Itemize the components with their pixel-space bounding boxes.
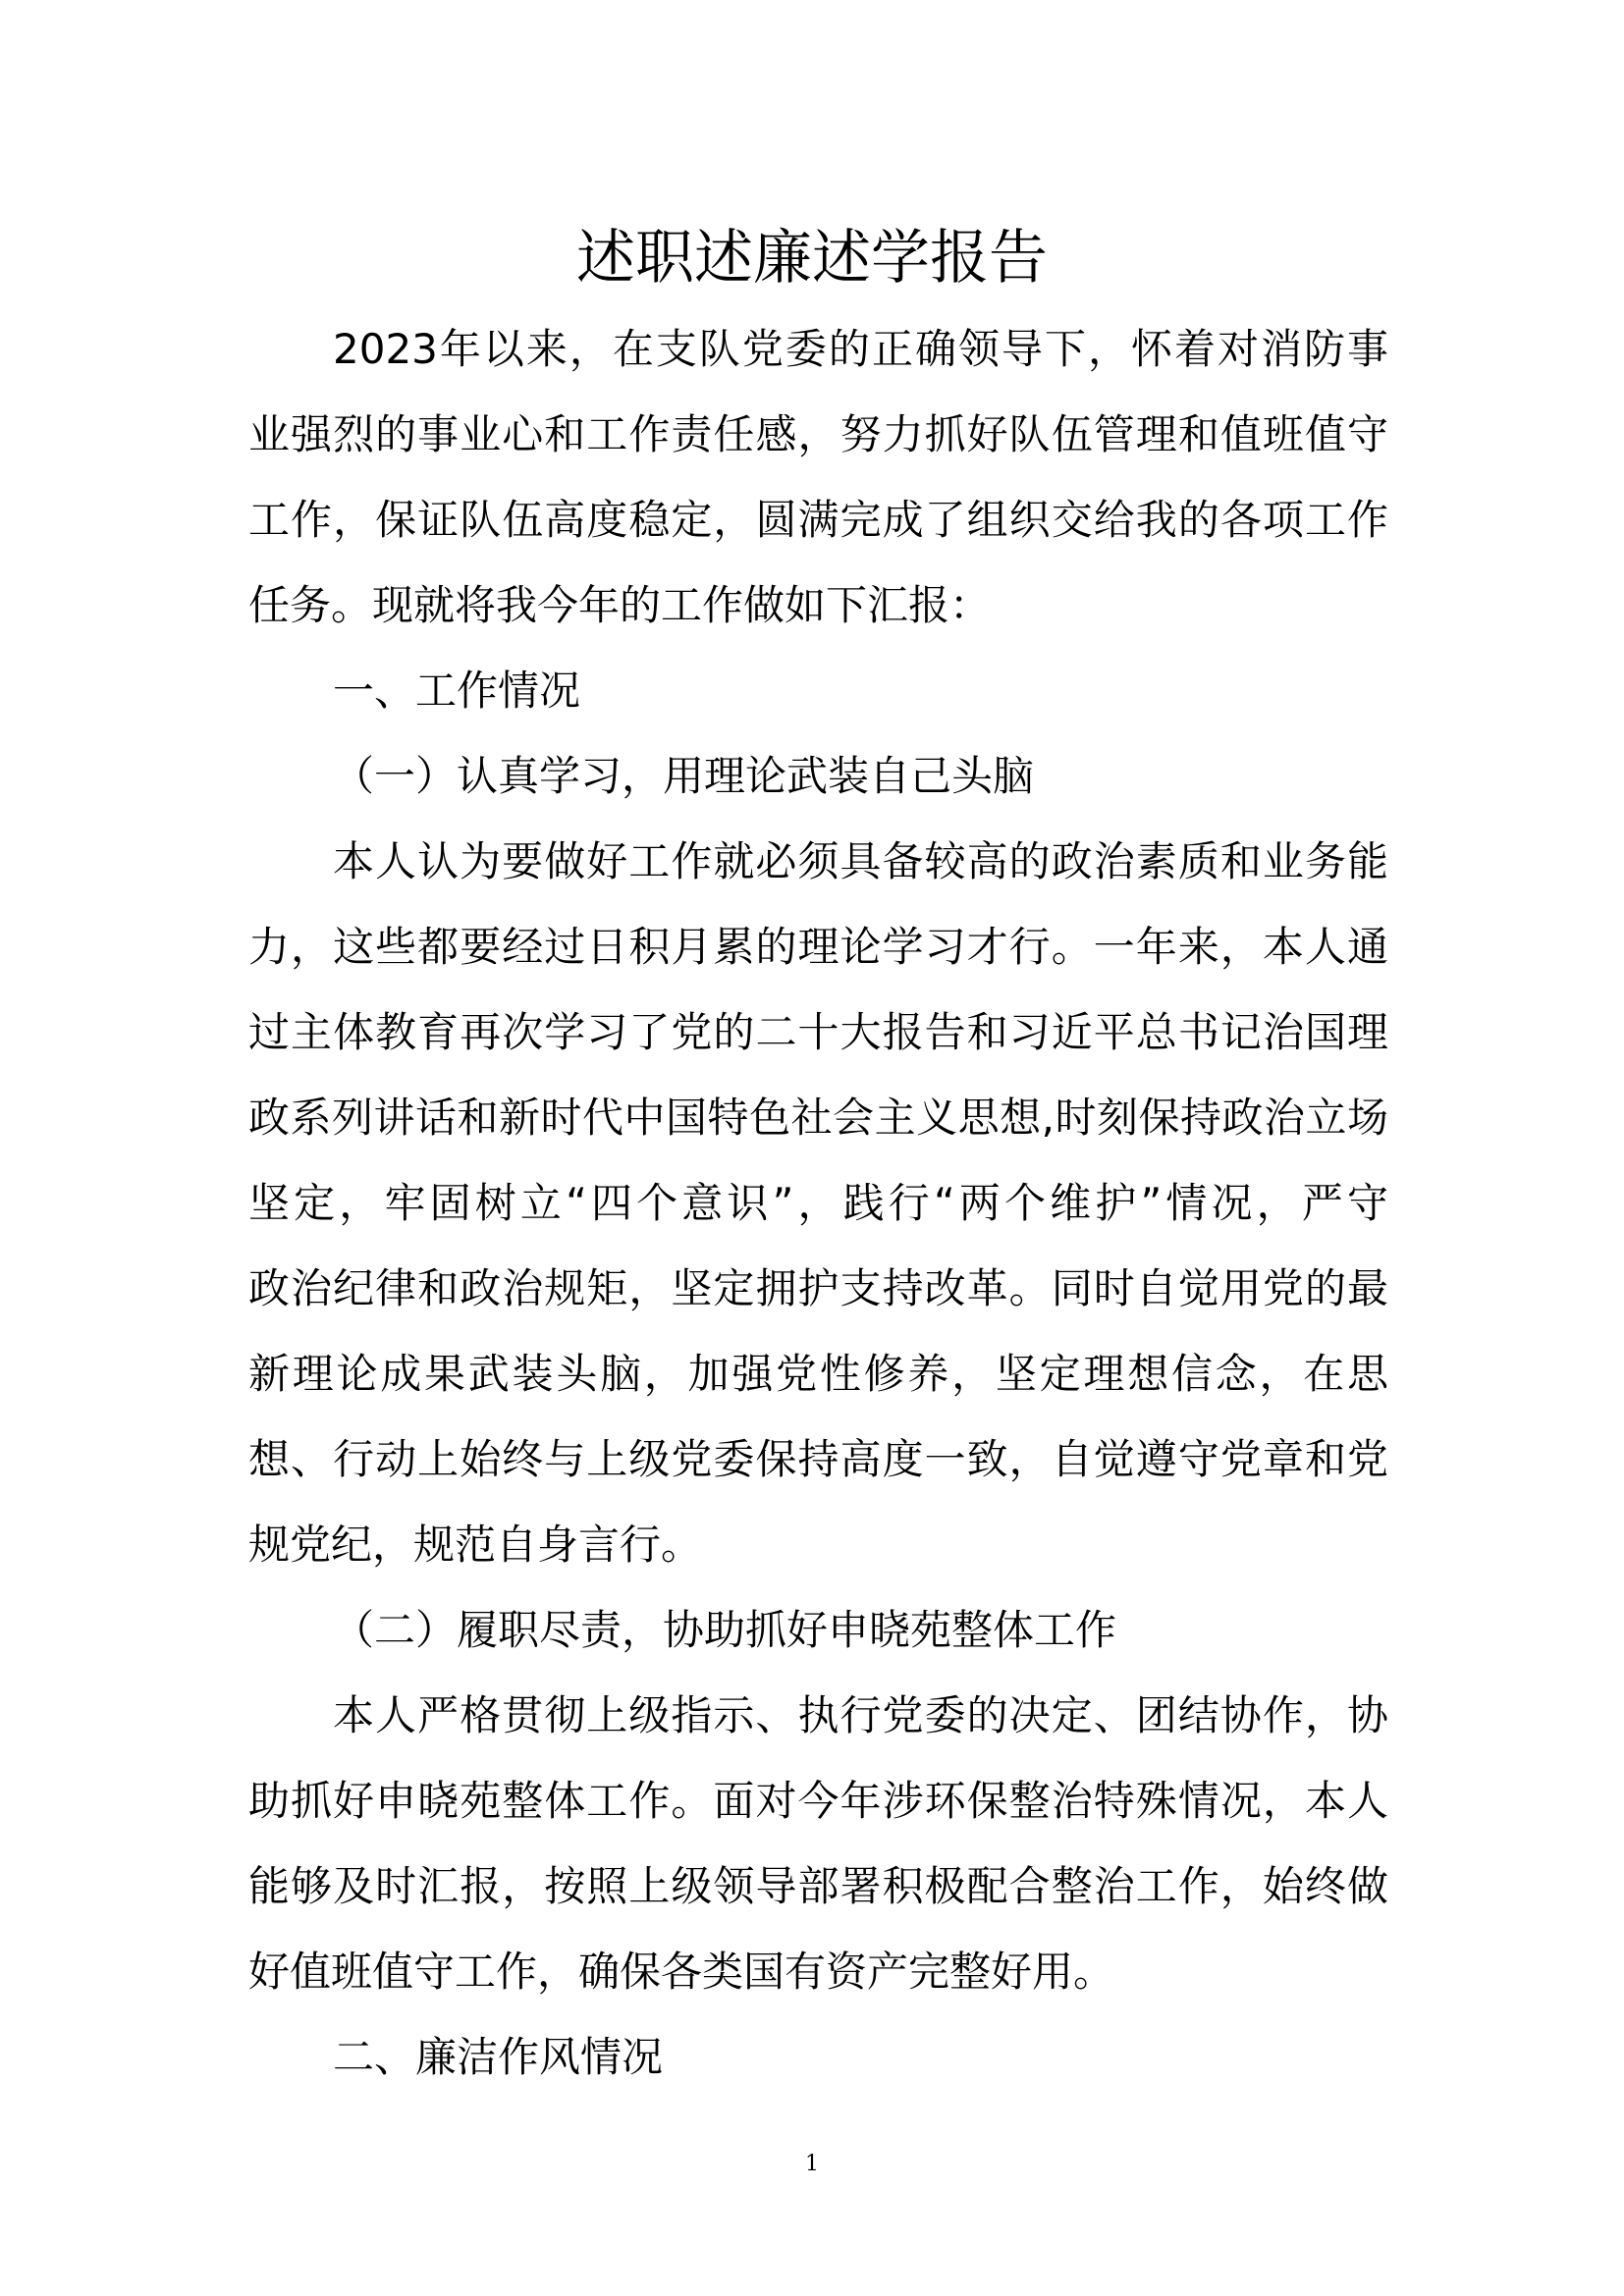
paragraph-line: 力，这些都要经过日积月累的理论学习才行。一年来，本人通	[248, 923, 1388, 971]
paragraph-line: 能够及时汇报，按照上级领导部署积极配合整治工作，始终做	[248, 1862, 1388, 1910]
paragraph-line: 助抓好申晓苑整体工作。面对今年涉环保整治特殊情况，本人	[248, 1777, 1388, 1825]
paragraph-line: 好值班值守工作，确保各类国有资产完整好用。	[248, 1948, 1115, 1996]
paragraph-line: 想、行动上始终与上级党委保持高度一致，自觉遵守党章和党	[248, 1435, 1388, 1483]
paragraph-line: 过主体教育再次学习了党的二十大报告和习近平总书记治国理	[248, 1008, 1388, 1056]
section-heading: 二、廉洁作风情况	[333, 2033, 664, 2081]
paragraph-line: 2023年以来，在支队党委的正确领导下，怀着对消防事	[333, 325, 1388, 373]
paragraph-line: 坚定，牢固树立“四个意识”，践行“两个维护”情况，严守	[248, 1179, 1388, 1227]
paragraph-line: 工作，保证队伍高度稳定，圆满完成了组织交给我的各项工作	[248, 496, 1388, 544]
document-title: 述职述廉述学报告	[576, 224, 1048, 293]
section-heading: 一、工作情况	[333, 667, 581, 715]
paragraph-line: 规党纪，规范自身言行。	[248, 1521, 703, 1569]
subsection-heading: （二）履职尽责，协助抓好申晓苑整体工作	[333, 1606, 1117, 1654]
paragraph-line: 政治纪律和政治规矩，坚定拥护支持改革。同时自觉用党的最	[248, 1264, 1388, 1312]
paragraph-line: 本人严格贯彻上级指示、执行党委的决定、团结协作，协	[333, 1691, 1388, 1739]
paragraph-line: 新理论成果武装头脑，加强党性修养，坚定理想信念，在思	[248, 1350, 1388, 1398]
subsection-heading: （一）认真学习，用理论武装自己头脑	[333, 752, 1035, 800]
paragraph-line: 本人认为要做好工作就必须具备较高的政治素质和业务能	[333, 837, 1388, 885]
paragraph-line: 政系列讲话和新时代中国特色社会主义思想,时刻保持政治立场	[248, 1094, 1388, 1142]
paragraph-line: 任务。现就将我今年的工作做如下汇报：	[248, 581, 992, 629]
paragraph-line: 业强烈的事业心和工作责任感，努力抓好队伍管理和值班值守	[248, 410, 1388, 458]
page-number: 1	[805, 2152, 819, 2176]
